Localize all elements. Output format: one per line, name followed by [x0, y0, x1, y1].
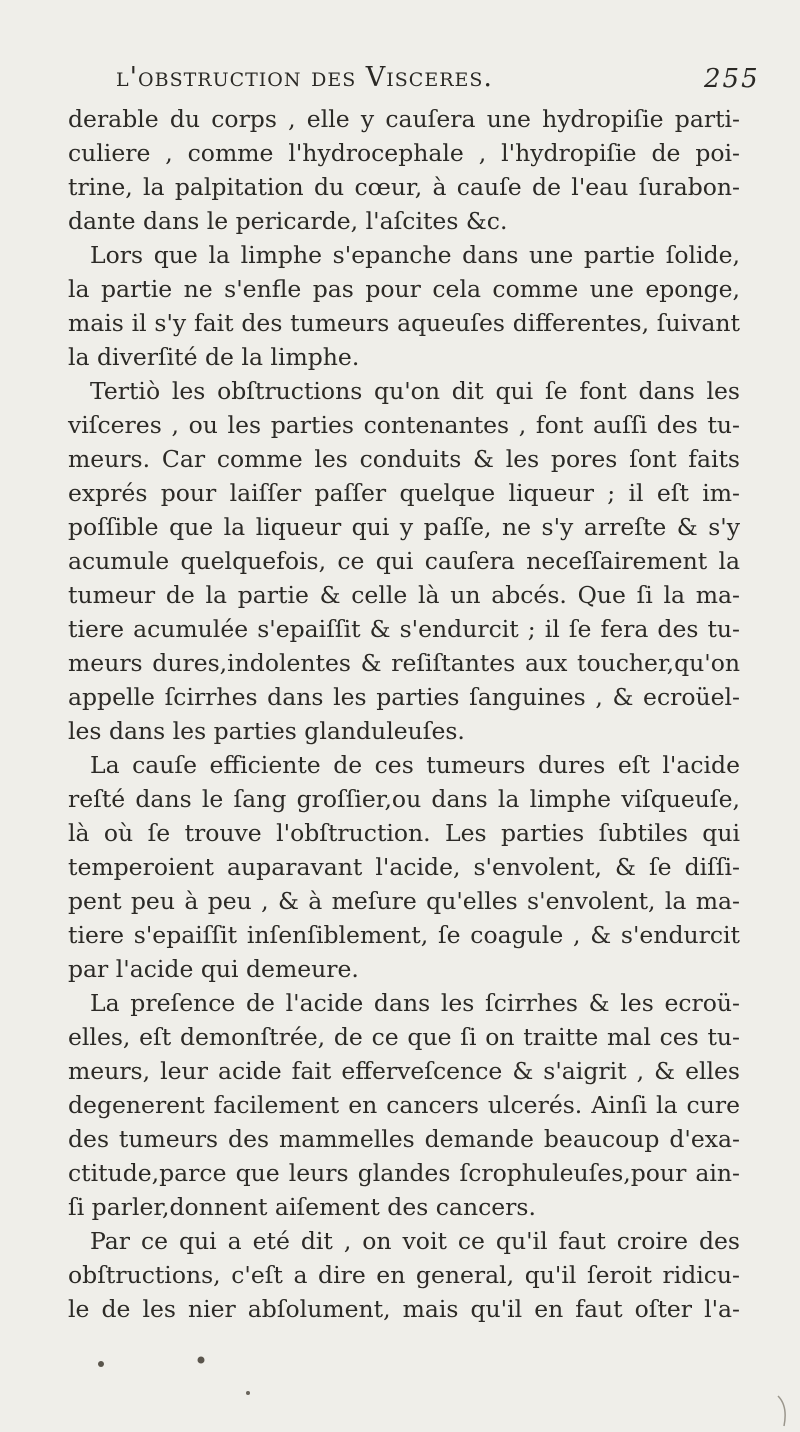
text-line: elles, eſt demonſtrée, de ce que ſi on traitte mal ces tu-	[68, 1023, 740, 1051]
text-line: ſi parler,donnent aiſement des cancers.	[68, 1193, 536, 1221]
text-line: poſſible que la liqueur qui y paſſe, ne s'y arreſte & s'y	[68, 513, 740, 541]
text-line: Par ce qui a eté dit , on voit ce qu'il faut croire des	[90, 1227, 740, 1255]
ink-speck	[98, 1361, 104, 1367]
text-line: tiere s'epaiſſit inſenſiblement, ſe coagule , & s'endurcit	[68, 921, 740, 949]
text-line: meurs. Car comme les conduits & les pores ſont faits	[68, 445, 740, 473]
text-line: là où ſe trouve l'obſtruction. Les parties ſubtiles qui	[68, 819, 740, 847]
text-line: meurs, leur acide fait effervеſcence & s'aigrit , & elles	[68, 1057, 740, 1085]
text-line: viſceres , ou les parties contenantes , font auſſi des tu-	[68, 411, 740, 439]
paper-mark	[778, 1396, 785, 1426]
text-line: derable du corps , elle y cauſera une hydropiſie parti-	[68, 105, 740, 133]
page-header	[0, 62, 800, 108]
running-title: l'obstruction des Visceres.	[116, 62, 493, 93]
text-line: tiere acumulée s'epaiſſit & s'endurcit ; il ſe fera des tu-	[68, 615, 740, 643]
text-line: ctitude,parce que leurs glandes ſcrophuleuſes,pour ain-	[68, 1159, 740, 1187]
text-line: meurs dures,indolentes & reſiſtantes aux toucher,qu'on	[68, 649, 740, 677]
text-line: la partie ne s'enfle pas pour cela comme une eponge,	[68, 275, 740, 303]
text-line: Tertiò les obſtructions qu'on dit qui ſe font dans les	[90, 377, 740, 405]
ink-speck	[246, 1391, 250, 1395]
text-line: le de les nier abſolument, mais qu'il en faut oſter l'a-	[68, 1295, 740, 1323]
text-line: trine, la palpitation du cœur, à cauſe de l'eau ſurabon-	[68, 173, 740, 201]
page-number: 255	[704, 64, 760, 94]
text-line: la diverſité de la limphe.	[68, 343, 360, 371]
text-line: acumule quelquefois, ce qui cauſera neceſſairement la	[68, 547, 740, 575]
text-line: par l'acide qui demeure.	[68, 955, 359, 983]
text-line: mais il s'y fait des tumeurs aqueuſes differentes, ſuivant	[68, 309, 740, 337]
text-line: des tumeurs des mammelles demande beaucoup d'exa-	[68, 1125, 740, 1153]
text-line: Lors que la limphe s'epanche dans une partie ſolide,	[90, 241, 740, 269]
text-line: La preſence de l'acide dans les ſcirrhes & les ecroü-	[90, 989, 740, 1017]
text-line: temperoient auparavant l'acide, s'envolent, & ſe diſſi-	[68, 853, 740, 881]
text-line: degenerent facilement en cancers ulcerés. Ainſi la cure	[68, 1091, 740, 1119]
text-line: reſté dans le ſang groſſier,ou dans la limphe viſqueuſe,	[68, 785, 740, 813]
text-line: les dans les parties glanduleuſes.	[68, 717, 465, 745]
text-line: culiere , comme l'hydrocephale , l'hydropiſie de poi-	[68, 139, 740, 167]
text-line: pent peu à peu , & à meſure qu'elles s'envolent, la ma-	[68, 887, 740, 915]
ink-speck	[198, 1357, 205, 1364]
text-line: dante dans le pericarde, l'aſcites &c.	[68, 207, 508, 235]
text-line: appelle ſcirrhes dans les parties ſanguines , & ecroüel-	[68, 683, 740, 711]
text-line: exprés pour laiſſer paſſer quelque liqueur ; il eſt im-	[68, 479, 740, 507]
text-line: tumeur de la partie & celle là un abcés. Que ſi la ma-	[68, 581, 740, 609]
text-line: obſtructions, c'eſt a dire en general, qu'il ſeroit ridicu-	[68, 1261, 740, 1289]
text-line: La cauſe efficiente de ces tumeurs dures eſt l'acide	[90, 751, 740, 779]
